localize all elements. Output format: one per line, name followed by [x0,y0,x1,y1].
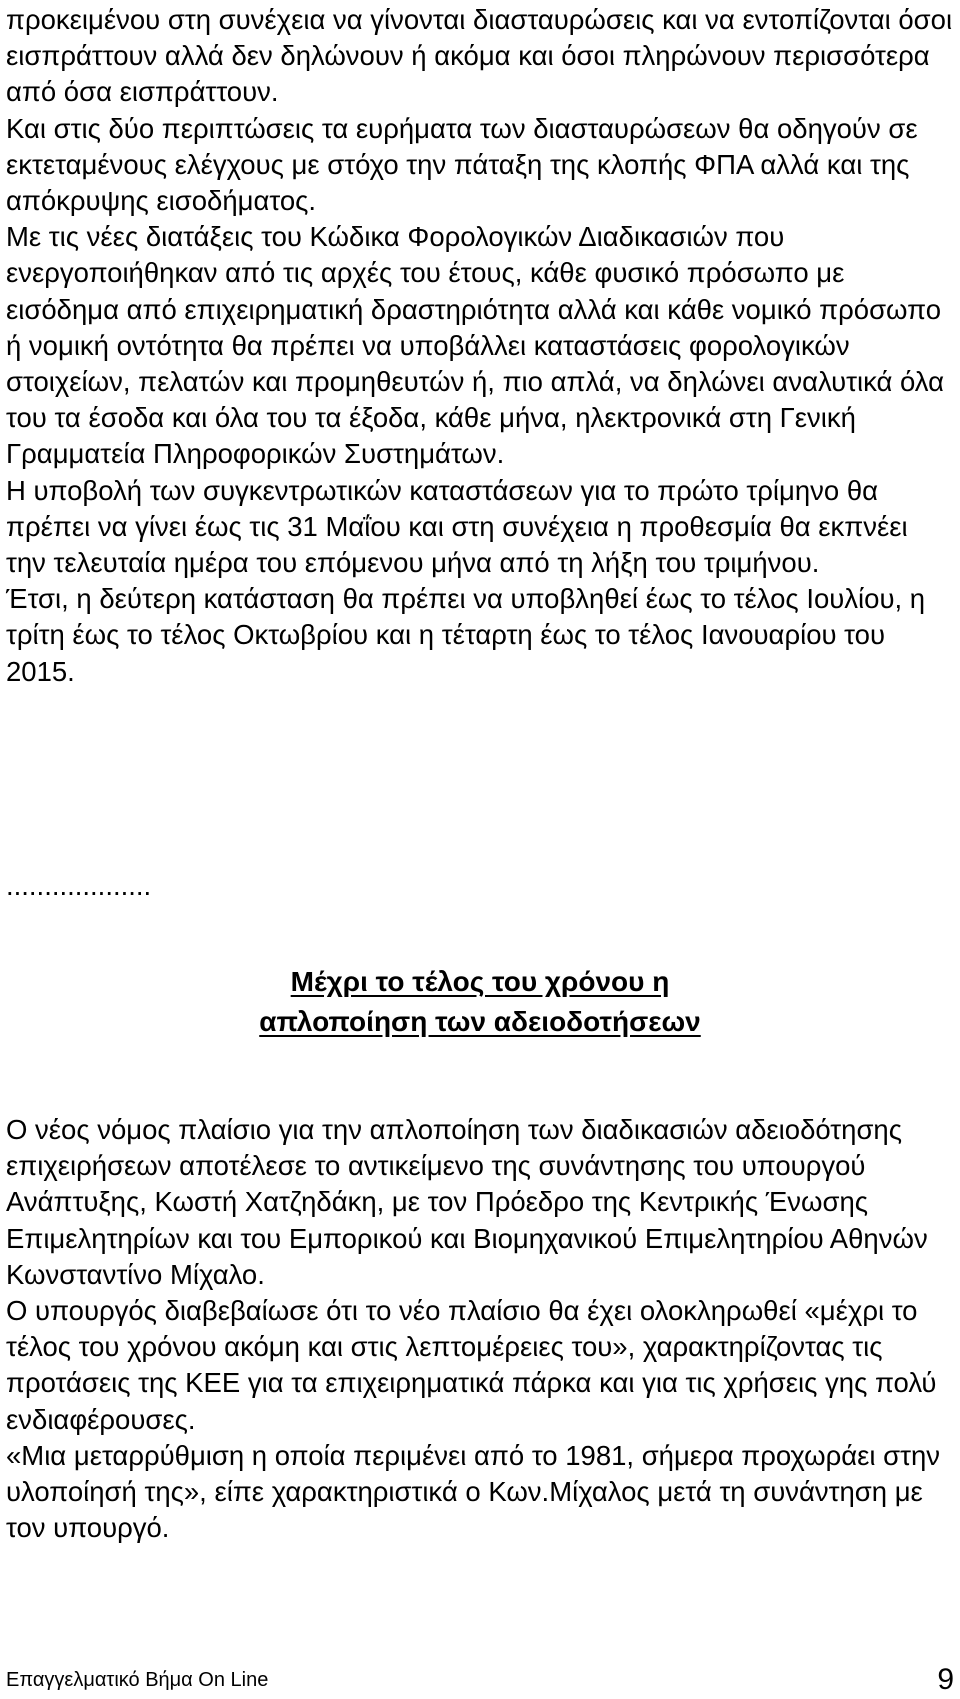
continued-article-body [6,2,954,690]
article-title-line-1: Μέχρι το τέλος του χρόνου η [290,966,670,997]
page-footer [6,1663,954,1696]
paragraph: Ο υπουργός διαβεβαίωσε ότι το νέο πλαίσιο θα έχει ολοκληρωθεί «μέχρι το τέλος του χρόνου ακόμη και στις λεπτομέρειες του», χαρακτηρίζοντας τις προτάσεις της ΚΕΕ για τα επιχειρηματικά πάρκα και για τις χρήσεις γης πολύ ενδιαφέρουσες. [6,1295,937,1435]
article-body [6,1112,954,1546]
paragraph: Η υποβολή των συγκεντρωτικών καταστάσεων για το πρώτο τρίμηνο θα πρέπει να γίνει έως τις 31 Μαΐου και στη συνέχεια η προθεσμία θα εκπνέει την τελευταία ημέρα του επόμενου μήνα από τη λήξη του τριμήνου. [6,474,908,579]
paragraph: προκειμένου στη συνέχεια να γίνονται διασταυρώσεις και να εντοπίζονται όσοι εισπράττουν αλλά δεν δηλώνουν ή ακόμα και όσοι πληρώνουν περισσότερα από όσα εισπράττουν. [6,4,953,108]
paragraph: «Μια μεταρρύθμιση η οποία περιμένει από το 1981, σήμερα προχωράει στην υλοποίησή της», είπε χαρακτηριστικά ο Κων.Μίχαλος μετά τη συνάντηση με τον υπουργό. [6,1439,941,1544]
publication-name: Επαγγελματικό Βήμα On Line [6,1669,269,1691]
paragraph: Έτσι, η δεύτερη κατάσταση θα πρέπει να υποβληθεί έως το τέλος Ιουλίου, η τρίτη έως το τέλος Οκτωβρίου και η τέταρτη έως το τέλος Ιανουαρίου του 2015. [6,583,926,687]
paragraph: Ο νέος νόμος πλαίσιο για την απλοποίηση των διαδικασιών αδειοδότησης επιχειρήσεων αποτέλεσε το αντικείμενο της συνάντησης του υπουργού Ανάπτυξης, Κωστή Χατζηδάκη, με τον Πρόεδρο της Κεντρικής Ένωσης Επιμελητηρίων και του Εμπορικού και Βιομηχανικού Επιμελητηρίου Αθηνών Κωνσταντίνο Μίχαλο. [6,1114,928,1290]
article-title-line-2: απλοποίηση των αδειοδοτήσεων [259,1006,701,1037]
section-separator: ................... [6,870,152,901]
article-title [6,962,954,1042]
paragraph: Και στις δύο περιπτώσεις τα ευρήματα των διασταυρώσεων θα οδηγούν σε εκτεταμένους ελέγχους με στόχο την πάταξη της κλοπής ΦΠΑ αλλά και της απόκρυψης εισοδήματος. [6,112,918,217]
page-number: 9 [937,1663,954,1696]
paragraph: Με τις νέες διατάξεις του Κώδικα Φορολογικών Διαδικασιών που ενεργοποιήθηκαν από τις αρχές του έτους, κάθε φυσικό πρόσωπο με εισόδημα από επιχειρηματική δραστηριότητα αλλά και κάθε νομικό πρόσωπο ή νομική οντότητα θα πρέπει να υποβάλλει καταστάσεις φορολογικών στοιχείων, πελατών και προμηθευτών ή, πιο απλά, να δηλώνει αναλυτικά όλα του τα έσοδα και όλα του τα έξοδα, κάθε μήνα, ηλεκτρονικά στη Γενική Γραμματεία Πληροφορικών Συστημάτων. [6,221,945,470]
